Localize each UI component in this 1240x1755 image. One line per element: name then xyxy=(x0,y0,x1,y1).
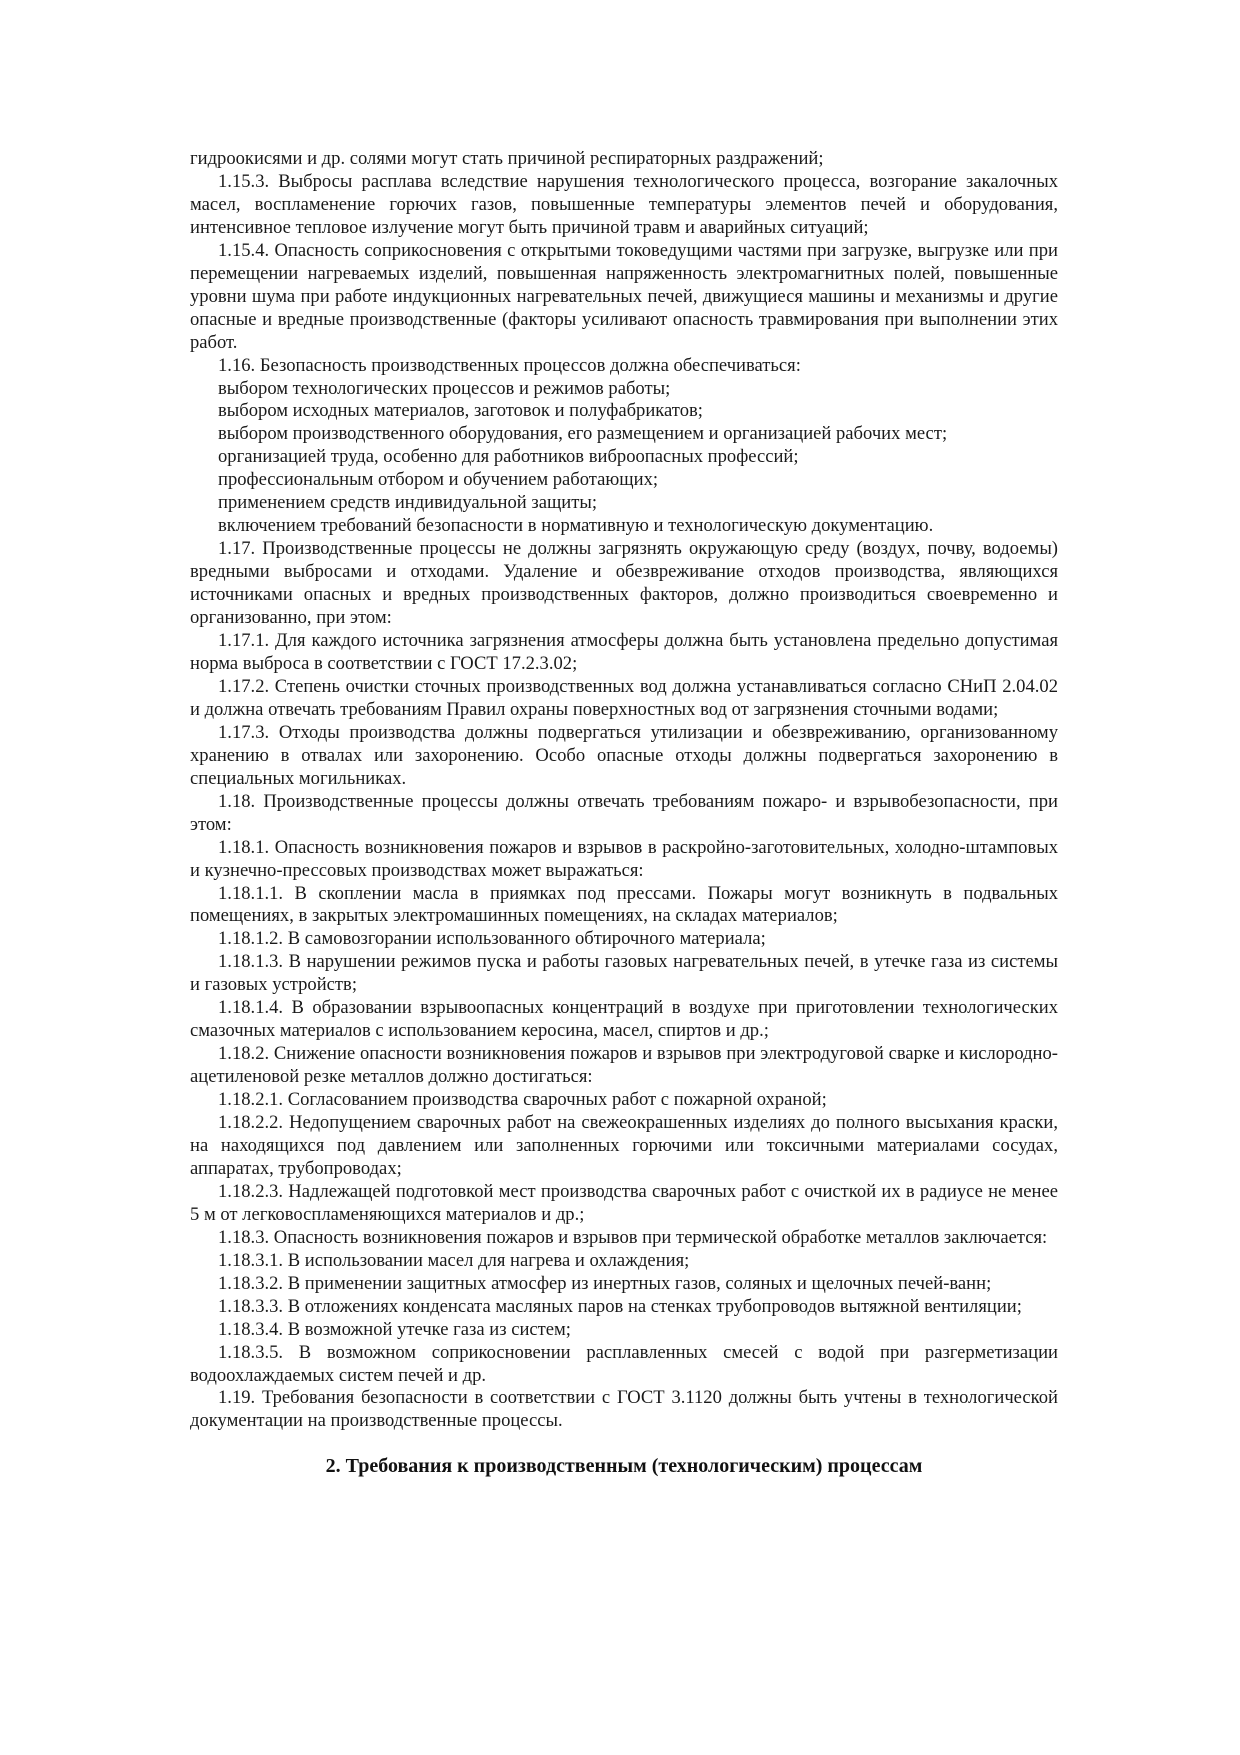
paragraph: 1.17. Производственные процессы не должны загрязнять окружающую среду (воздух, почву, водоемы) вредными выбросами и отходами. Удаление и обезвреживание отходов производства, являющихся источниками опасных и вредных производственных факторов, должно производиться своевременно и организованно, при этом: xyxy=(190,538,1058,629)
paragraph: 1.17.2. Степень очистки сточных производственных вод должна устанавливаться согласно СНиП 2.04.02 и должна отвечать требованиям Правил охраны поверхностных вод от загрязнения сточными водами; xyxy=(190,675,1058,720)
section-heading: 2. Требования к производственным (технологическим) процессам xyxy=(325,1455,923,1478)
paragraph: 1.18.2.3. Надлежащей подготовкой мест производства сварочных работ с очисткой их в радиусе не менее 5 м от легковоспламеняющихся материалов и др.; xyxy=(190,1180,1058,1225)
paragraph: 1.18.3.4. В возможной утечке газа из систем; xyxy=(218,1318,571,1340)
document-page xyxy=(190,148,1058,1479)
list-item: выбором технологических процессов и режимов работы; xyxy=(218,377,671,399)
paragraph: 1.18.1. Опасность возникновения пожаров и взрывов в раскройно-заготовительных, холодно-штамповых и кузнечно-прессовых производствах может выражаться: xyxy=(190,836,1058,881)
paragraph: 1.18.1.4. В образовании взрывоопасных концентраций в воздухе при приготовлении технологических смазочных материалов с использованием керосина, масел, спиртов и др.; xyxy=(190,997,1058,1042)
list-item: выбором исходных материалов, заготовок и полуфабрикатов; xyxy=(218,400,703,422)
paragraph: гидроокисями и др. солями могут стать причиной респираторных раздражений; xyxy=(190,148,824,169)
paragraph: 1.15.4. Опасность соприкосновения с открытыми токоведущими частями при загрузке, выгрузке или при перемещении нагреваемых изделий, повышенная напряженность электромагнитных полей, повышенные уровни шума при работе индукционных нагревательных печей, движущиеся машины и механизмы и другие опасные и вредные производственные (факторы усиливают опасность травмирования при выполнении этих работ. xyxy=(190,239,1058,353)
paragraph: 1.17.3. Отходы производства должны подвергаться утилизации и обезвреживанию, организованному хранению в отвалах или захоронению. Особо опасные отходы должны подвергаться захоронению в специальных могильниках. xyxy=(190,721,1058,789)
paragraph: 1.18.3. Опасность возникновения пожаров и взрывов при термической обработке металлов заключается: xyxy=(218,1226,1048,1248)
paragraph: 1.18.2.2. Недопущением сварочных работ на свежеокрашенных изделиях до полного высыхания краски, на находящихся под давлением или заполненных горючими или токсичными материалами сосудах, аппаратах, трубопроводах; xyxy=(190,1112,1058,1179)
paragraph: 1.18.3.2. В применении защитных атмосфер из инертных газов, соляных и щелочных печей-ванн; xyxy=(218,1272,992,1294)
paragraph: 1.18.1.2. В самовозгорании использованного обтирочного материала; xyxy=(218,928,766,950)
paragraph: 1.18.3.3. В отложениях конденсата масляных паров на стенках трубопроводов вытяжной вентиляции; xyxy=(218,1295,1022,1317)
list-item: профессиональным отбором и обучением работающих; xyxy=(218,469,659,491)
paragraph: 1.18.1.3. В нарушении режимов пуска и работы газовых нагревательных печей, в утечке газа из системы и газовых устройств; xyxy=(190,951,1058,996)
paragraph: 1.18.3.5. В возможном соприкосновении расплавленных смесей с водой при разгерметизации водоохлаждаемых систем печей и др. xyxy=(190,1341,1058,1386)
list-item: выбором производственного оборудования, его размещением и организацией рабочих мест; xyxy=(218,423,948,445)
paragraph: 1.16. Безопасность производственных процессов должна обеспечиваться: xyxy=(218,354,801,376)
paragraph: 1.17.1. Для каждого источника загрязнения атмосферы должна быть установлена предельно допустимая норма выброса в соответствии с ГОСТ 17.2.3.02; xyxy=(190,630,1058,674)
paragraph: 1.18.2. Снижение опасности возникновения пожаров и взрывов при электродуговой сварке и кислородно-ацетиленовой резке металлов должно достигаться: xyxy=(190,1043,1058,1088)
paragraph: 1.19. Требования безопасности в соответствии с ГОСТ 3.1120 должны быть учтены в технологической документации на производственные процессы. xyxy=(190,1387,1058,1432)
paragraph: 1.15.3. Выбросы расплава вследствие нарушения технологического процесса, возгорание закалочных масел, воспламенение горючих газов, повышенные температуры элементов печей и оборудования, интенсивное тепловое излучение могут быть причиной травм и аварийных ситуаций; xyxy=(190,170,1058,238)
paragraph: 1.18.2.1. Согласованием производства сварочных работ с пожарной охраной; xyxy=(218,1089,827,1111)
list-item: организацией труда, особенно для работников виброопасных профессий; xyxy=(218,446,799,468)
paragraph: 1.18. Производственные процессы должны отвечать требованиям пожаро- и взрывобезопасности, при этом: xyxy=(190,790,1058,835)
list-item: применением средств индивидуальной защиты; xyxy=(218,492,598,514)
list-item: включением требований безопасности в нормативную и технологическую документацию. xyxy=(218,515,934,537)
paragraph: 1.18.3.1. В использовании масел для нагрева и охлаждения; xyxy=(218,1249,690,1271)
paragraph: 1.18.1.1. В скоплении масла в приямках под прессами. Пожары могут возникнуть в подвальных помещениях, в закрытых электромашинных помещениях, на складах материалов; xyxy=(190,882,1058,927)
